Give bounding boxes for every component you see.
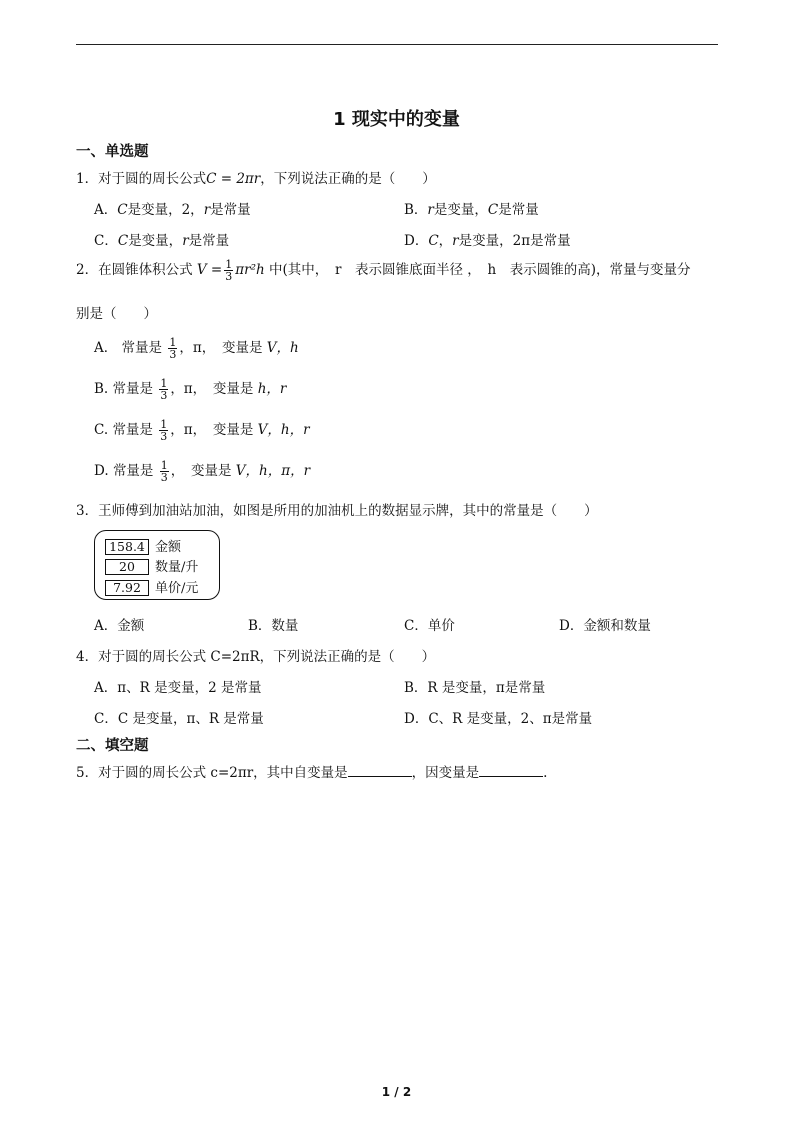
question-4: 4．对于圆的周长公式 C=2πR，下列说法正确的是（ ） [76,649,436,665]
q1-option-a: A．C是变量，2，r是常量 [94,202,251,218]
question-2-continuation: 别是（ ） [76,306,157,322]
answer-blank-2[interactable] [479,763,543,777]
q4-option-a: A．π、R 是变量，2 是常量 [94,680,262,696]
answer-blank-1[interactable] [348,763,412,777]
q2-option-d: D. 常量是 $\frac{1}{3}$ ， 变量是 V，h，π，r [94,459,311,484]
board-row-unit-price: 7.92 单价/元 [105,577,198,592]
fraction: $\frac{1}{3}$ [225,258,233,283]
q2-option-c: C. 常量是 $\frac{1}{3}$ ，π， 变量是 V，h，r [94,418,310,443]
q4-option-b: B．R 是变量，π是常量 [404,680,546,696]
q3-option-a: A．金额 [94,618,145,634]
q3-option-c: C．单价 [404,618,455,634]
question-2: 2．在圆锥体积公式 V = $\frac{1}{3}$ πr²h 中(其中， r 表示圆锥底面半径 ， h 表示圆锥的高)，常量与变量分 [76,258,691,283]
q3-option-b: B．数量 [248,618,299,634]
q2-option-b: B. 常量是 $\frac{1}{3}$ ，π， 变量是 h，r [94,377,287,402]
section-heading-single-choice: 一、单选题 [76,144,149,160]
q1-option-c: C．C是变量，r是常量 [94,233,230,249]
page-number: 1 / 2 [381,1085,412,1099]
q4-option-c: C．C 是变量，π、R 是常量 [94,711,264,727]
question-3: 3．王师傅到加油站加油，如图是所用的加油机上的数据显示牌，其中的常量是（ ） [76,503,598,519]
board-row-quantity: 20 数量/升 [105,556,198,571]
q2-option-a: A． 常量是 $\frac{1}{3}$ ，π， 变量是 V，h [94,336,299,361]
q3-option-d: D．金额和数量 [559,618,651,634]
section-heading-fill-in: 二、填空题 [76,738,149,754]
question-1: 1．对于圆的周长公式C = 2πr，下列说法正确的是（ ） [76,171,436,187]
fuel-display-board [94,530,220,600]
header-rule [76,44,718,45]
question-5: 5．对于圆的周长公式 c=2πr，其中自变量是 ，因变量是 . [76,765,548,781]
q1-option-b: B．r是变量，C是常量 [404,202,539,218]
board-row-amount: 158.4 金额 [105,536,181,551]
q4-option-d: D．C、R 是变量，2、π是常量 [404,711,593,727]
page-title: 1 现实中的变量 [333,109,460,130]
q1-option-d: D．C，r是变量，2π是常量 [404,233,571,249]
